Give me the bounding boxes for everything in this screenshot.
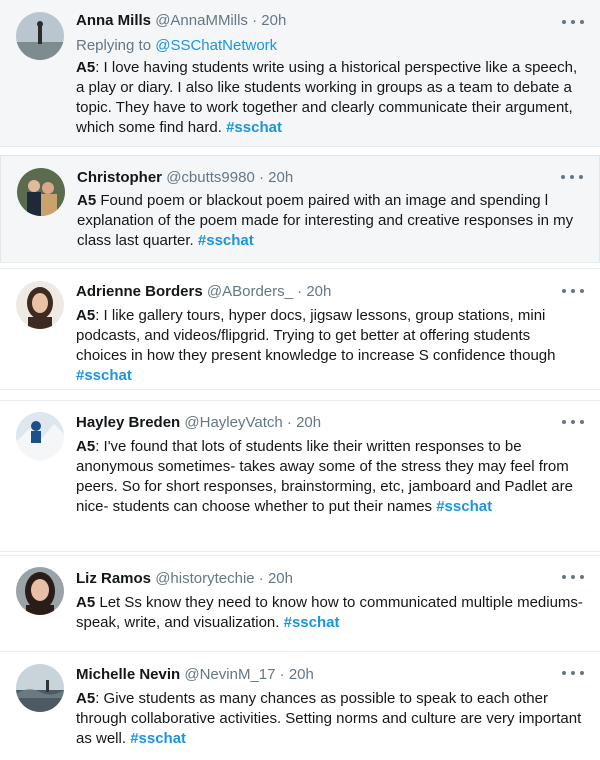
avatar[interactable] — [16, 281, 64, 329]
tweet-item[interactable] — [0, 0, 600, 147]
tweet-item[interactable] — [0, 555, 600, 652]
author-handle[interactable]: @AnnaMMills — [155, 12, 248, 29]
answer-label: A5 — [76, 307, 96, 324]
tweet-item[interactable] — [0, 400, 600, 552]
avatar[interactable] — [16, 12, 64, 60]
author-name[interactable]: Hayley Breden — [76, 414, 181, 431]
timestamp[interactable]: 20h — [267, 570, 293, 587]
tweet-text: : Give students as many chances as possible to speak to each other through collaborative activities. Setting norms and culture are very important as well. — [76, 690, 582, 747]
separator-dot: · — [286, 414, 292, 431]
tweet-text: Found poem or blackout poem paired with an image and spending l explanation of the poem made for interesting and creative responses in my class last quarter. — [77, 192, 574, 249]
hashtag-link[interactable]: #sschat — [436, 498, 493, 515]
tweet-item[interactable] — [0, 652, 600, 760]
hashtag-link[interactable]: #sschat — [283, 614, 340, 631]
answer-label: A5 — [76, 594, 96, 611]
avatar[interactable] — [16, 412, 64, 460]
reply-prefix: Replying to — [76, 37, 156, 54]
author-handle[interactable]: @NevinM_17 — [184, 666, 276, 683]
reply-mention-link[interactable]: @SSChatNetwork — [155, 37, 278, 54]
timestamp[interactable]: 20h — [288, 666, 314, 683]
author-handle[interactable]: @ABorders_ — [206, 283, 293, 300]
tweet-item[interactable] — [0, 268, 600, 390]
hashtag-link[interactable]: #sschat — [226, 119, 282, 136]
answer-label: A5 — [76, 59, 96, 76]
hashtag-link[interactable]: #sschat — [130, 730, 187, 747]
timestamp[interactable]: 20h — [306, 283, 332, 300]
separator-dot: · — [279, 666, 285, 683]
author-handle[interactable]: @cbutts9980 — [166, 169, 255, 186]
avatar[interactable] — [17, 168, 65, 216]
separator-dot: · — [258, 169, 264, 186]
separator-dot: · — [252, 12, 258, 29]
timestamp[interactable]: 20h — [296, 414, 322, 431]
author-name[interactable]: Christopher — [77, 169, 163, 186]
tweet-text: : I've found that lots of students like their written responses to be anonymous sometimes- takes away some of the stress they may feel from peers. So for short responses, brainstorming, etc, jamboard and Padlet are nice- students can choose whether to put their names — [76, 438, 573, 515]
hashtag-link[interactable]: #sschat — [197, 232, 254, 249]
author-name[interactable]: Anna Mills — [76, 12, 152, 29]
separator-dot: · — [258, 570, 264, 587]
author-name[interactable]: Liz Ramos — [76, 570, 152, 587]
tweet-text: Let Ss know they need to know how to communicated multiple mediums- speak, write, and visualization. — [76, 594, 583, 631]
author-name[interactable]: Adrienne Borders — [76, 283, 203, 300]
timestamp[interactable]: 20h — [261, 12, 287, 29]
hashtag-link[interactable]: #sschat — [76, 367, 132, 384]
answer-label: A5 — [77, 192, 97, 209]
tweet-text: : I love having students write using a historical perspective like a speech, a play or diary. I also like students working in groups as a team to debate a topic. They have to work together and clearly communicate their argument, which some find hard. — [76, 59, 578, 136]
timestamp[interactable]: 20h — [268, 169, 294, 186]
tweet-text: : I like gallery tours, hyper docs, jigsaw lessons, group stations, mini podcasts, and videos/flipgrid. Trying to get better at offering students choices in how they present knowledge to increase S confidence though — [76, 307, 556, 364]
answer-label: A5 — [76, 438, 96, 455]
author-name[interactable]: Michelle Nevin — [76, 666, 181, 683]
answer-label: A5 — [76, 690, 96, 707]
avatar[interactable] — [16, 664, 64, 712]
avatar[interactable] — [16, 567, 64, 615]
author-handle[interactable]: @HayleyVatch — [184, 414, 283, 431]
author-handle[interactable]: @historytechie — [155, 570, 255, 587]
tweet-item[interactable] — [0, 155, 600, 263]
separator-dot: · — [297, 283, 303, 300]
